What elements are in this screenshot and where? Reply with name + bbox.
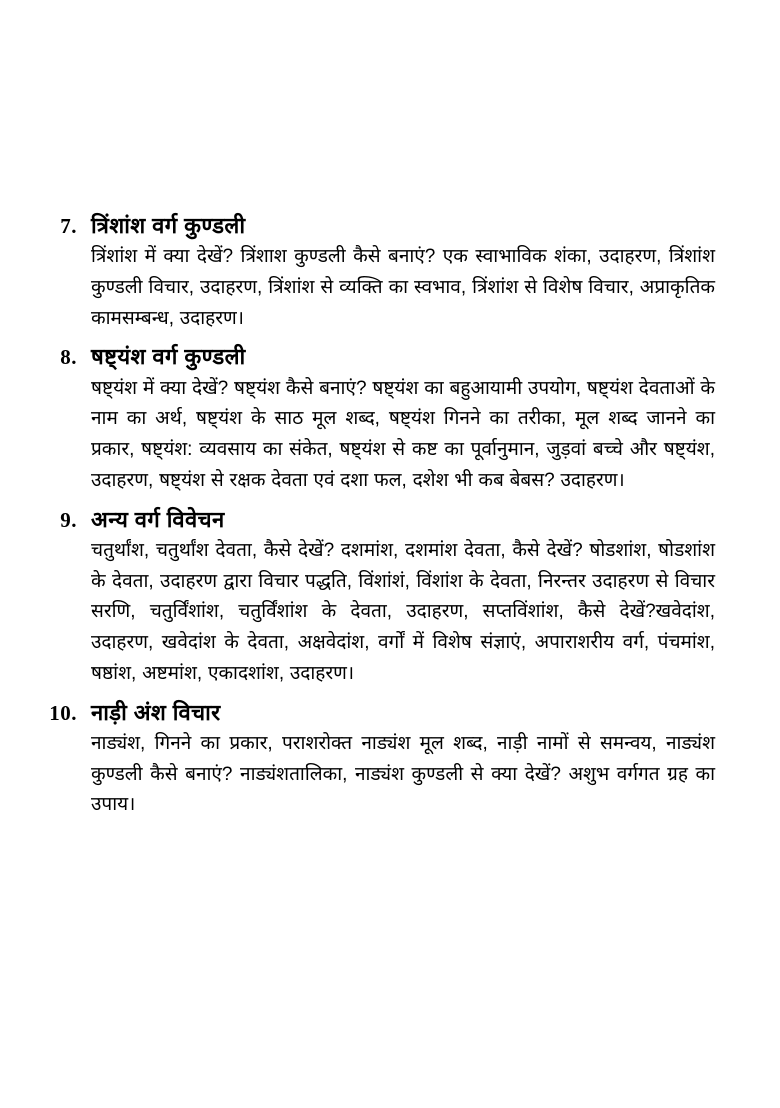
toc-entry-body: चतुर्थांश, चतुर्थांश देवता, कैसे देखें? दशमांश, दशमांश देवता, कैसे देखें? षोडशांश, षोडशांश के देवता, उदाहरण द्वारा विचार पद्धति, विंशांशं, विंशांश के देवता, निरन्तर उदाहरण से विचार सरणि, चतुर्विंशांश, चतुर्विंशांश के देवता, उदाहरण, सप्तविंशांश, कैसे देखें?खवेदांश, उदाहरण, खवेदांश के देवता, अक्षवेदांश, वर्गों में विशेष संज्ञाएं, अपाराशरीय वर्ग, पंचमांश, षष्ठांश, अष्टमांश, एकादशांश, उदाहरण। <box>91 539 715 684</box>
toc-entry-body: नाड्यंश, गिनने का प्रकार, पराशरोक्त नाड्यंश मूल शब्द, नाड़ी नामों से समन्वय, नाड्यंश कुण्डली कैसे बनाएं? नाड्यंशतालिका, नाड्यंश कुण्डली से क्या देखें? अशुभ वर्गगत ग्रह का उपाय। <box>91 732 715 816</box>
toc-entry-number: 7. <box>60 214 77 238</box>
toc-entry-title: षष्ट्यंश वर्ग कुण्डली <box>91 344 246 370</box>
toc-entry-title: अन्य वर्ग विवेचन <box>91 506 225 532</box>
toc-entry-number: 8. <box>60 345 77 370</box>
toc-entry-list <box>45 212 715 827</box>
toc-entry-headline <box>45 506 715 534</box>
toc-entry-headline <box>45 343 715 371</box>
toc-entry-title: नाड़ी अंश विचार <box>91 699 221 725</box>
toc-entry-headline <box>45 212 715 240</box>
toc-entry <box>45 212 715 334</box>
toc-entry-number: 10. <box>49 700 77 725</box>
toc-entry-title: त्रिंशांश वर्ग कुण्डली <box>91 213 246 238</box>
toc-entry-number: 9. <box>60 507 77 532</box>
toc-entry <box>45 506 715 690</box>
toc-entry-body: षष्ट्यंश में क्या देखें? षष्ट्यंश कैसे बनाएं? षष्ट्यंश का बहुआयामी उपयोग, षष्ट्यंश देवताओं के नाम का अर्थ, षष्ट्यंश के साठ मूल शब्द, षष्ट्यंश गिनने का तरीका, मूल शब्द जानने का प्रकार, षष्ट्यंश: व्यवसाय का संकेत, षष्ट्यंश से कष्ट का पूर्वानुमान, जुड़वां बच्चे और षष्ट्यंश, उदाहरण, षष्ट्यंश से रक्षक देवता एवं दशा फल, दशेश भी कब बेबस? उदाहरण। <box>91 377 715 491</box>
toc-entry-body: त्रिंशांश में क्या देखें? त्रिंशाश कुण्डली कैसे बनाएं? एक स्वाभाविक शंका, उदाहरण, त्रिंशांश कुण्डली विचार, उदाहरण, त्रिंशांश से व्यक्ति का स्वभाव, त्रिंशांश से विशेष विचार, अप्राकृतिक कामसम्बन्ध, उदाहरण। <box>91 246 715 329</box>
toc-entry-headline <box>45 699 715 727</box>
toc-entry <box>45 343 715 496</box>
toc-entry <box>45 699 715 821</box>
